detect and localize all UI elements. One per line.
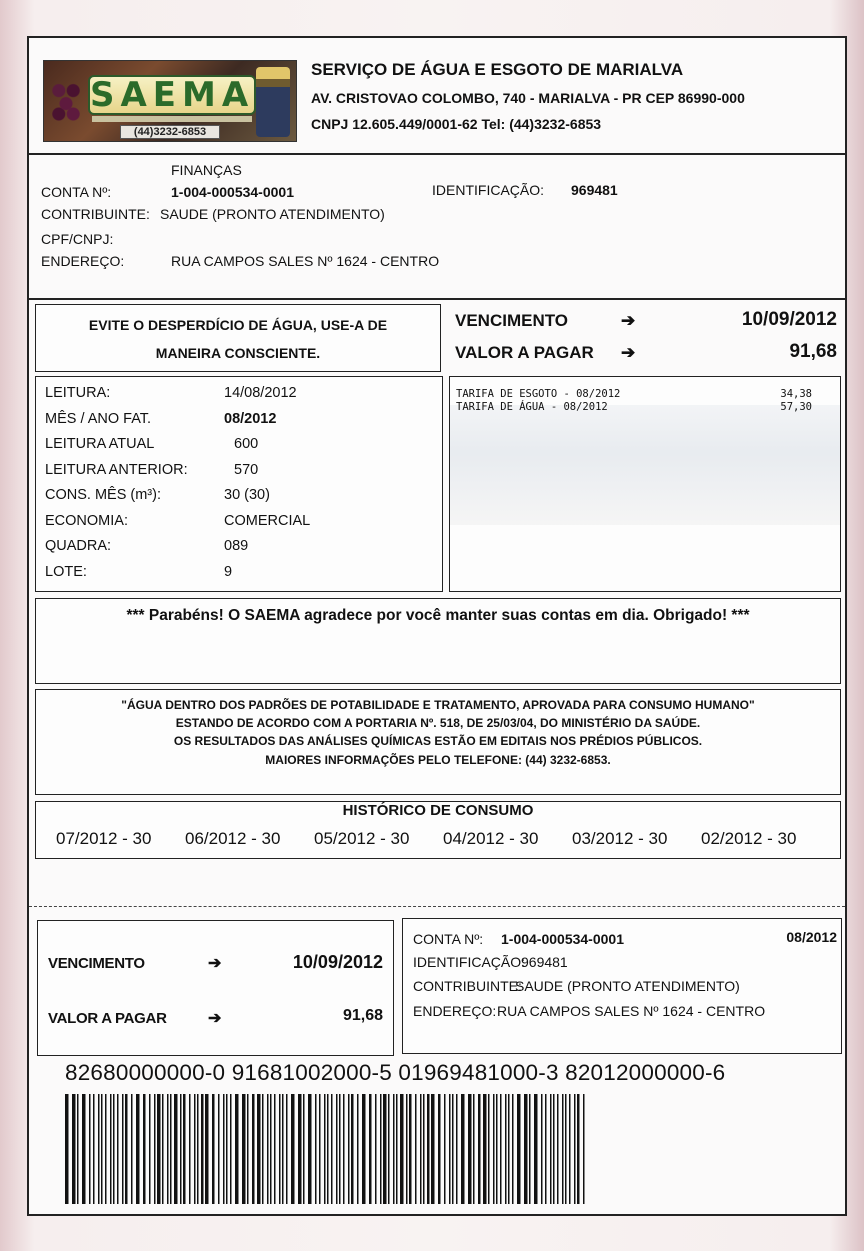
background-photo (450, 405, 840, 525)
stub-endereco-value: RUA CAMPOS SALES Nº 1624 - CENTRO (497, 1003, 766, 1019)
ident-value: 969481 (571, 182, 618, 198)
stub-account-panel: CONTA Nº: 1-004-000534-0001 08/2012 IDENTIFICAÇÃO: 969481 CONTRIBUINTE: SAUDE (PRONTO ATENDIMENTO) ENDEREÇO: RUA CAMPOS SALES Nº 1624 - CENTRO (402, 918, 842, 1054)
stub-vencimento-value: 10/09/2012 (292, 952, 383, 972)
stub-conta-value: 1-004-000534-0001 (501, 931, 624, 947)
history-item: 07/2012 - 30 (56, 829, 152, 848)
contribuinte-value: SAUDE (PRONTO ATENDIMENTO) (160, 206, 385, 222)
stub-payment-panel (37, 920, 394, 1056)
history-item: 06/2012 - 30 (185, 829, 281, 848)
consumption-history (35, 801, 841, 859)
stub-valor-label: VALOR A PAGAR (48, 1010, 167, 1027)
company-name: SERVIÇO DE ÁGUA E ESGOTO DE MARIALVA (311, 60, 684, 79)
stub-ident-value: 969481 (521, 954, 568, 970)
valor-value: 91,68 (789, 341, 837, 362)
company-address: AV. CRISTOVAO COLOMBO, 740 - MARIALVA - PR CEP 86990-000 (311, 90, 745, 106)
reading-label: ECONOMIA: (45, 512, 128, 529)
company-cnpj: CNPJ 12.605.449/0001-62 Tel: (44)3232-6853 (311, 116, 602, 132)
history-item: 02/2012 - 30 (701, 829, 797, 848)
charge-value: 34,38 (780, 388, 812, 400)
cpf-label: CPF/CNPJ: (41, 231, 114, 247)
reading-value: 9 (224, 563, 233, 580)
stub-valor-value: 91,68 (342, 1007, 383, 1024)
reading-label: CONS. MÊS (m³): (45, 487, 161, 503)
grapes-icon (48, 75, 84, 127)
endereco-value: RUA CAMPOS SALES Nº 1624 - CENTRO (171, 253, 440, 269)
history-item: 03/2012 - 30 (572, 829, 668, 848)
ident-label: IDENTIFICAÇÃO: (432, 182, 545, 198)
reading-label: LOTE: (45, 563, 87, 580)
history-item: 04/2012 - 30 (443, 829, 539, 848)
conservation-notice: EVITE O DESPERDÍCIO DE ÁGUA, USE-A DE MANEIRA CONSCIENTE. (35, 304, 441, 372)
history-title: HISTÓRICO DE CONSUMO (342, 802, 534, 819)
valve-icon (256, 67, 290, 137)
arrow-right-icon: ➔ (621, 311, 636, 330)
barcode-number: 82680000000-0 91681002000-5 01969481000-3 82012000000-6 (65, 1060, 726, 1085)
valor-label: VALOR A PAGAR (455, 343, 594, 362)
reading-value: COMERCIAL (224, 512, 311, 529)
history-item: 05/2012 - 30 (314, 829, 410, 848)
stub-ref: 08/2012 (786, 929, 837, 945)
conta-label: CONTA Nº: (41, 184, 112, 200)
reading-value: 600 (234, 436, 259, 452)
reading-value: 14/08/2012 (224, 385, 297, 401)
saema-logo (43, 60, 297, 142)
meter-reading-panel (35, 376, 443, 592)
reading-value: 089 (224, 538, 249, 554)
arrow-right-icon: ➔ (208, 955, 222, 972)
endereco-label: ENDEREÇO: (41, 253, 125, 269)
charge-label: TARIFA DE ÁGUA - 08/2012 (456, 401, 608, 413)
department: FINANÇAS (171, 162, 242, 178)
reading-label: LEITURA ATUAL (45, 436, 155, 452)
thanks-message: *** Parabéns! O SAEMA agradece por você manter suas contas em dia. Obrigado! *** (126, 607, 750, 624)
reading-label: MÊS / ANO FAT. (45, 410, 152, 427)
water-quality-notice: "ÁGUA DENTRO DOS PADRÕES DE POTABILIDADE E TRATAMENTO, APROVADA PARA CONSUMO HUMANO" ESTANDO DE ACORDO COM A PORTARIA Nº. 518, DE 25/03/04, DO MINISTÉRIO DA SAÚDE. OS RESULTADOS DAS ANÁLISES QUÍMICAS ESTÃO EM EDITAIS NOS PRÉDIOS PÚBLICOS. MAIORES INFORMAÇÕES PELO TELEFONE: (44) 3232-6853. (35, 689, 841, 795)
thanks-panel (35, 598, 841, 684)
charge-value: 57,30 (780, 401, 812, 413)
water-bill (27, 36, 847, 1216)
stub-vencimento-label: VENCIMENTO (48, 955, 145, 972)
logo-wordmark: SAEMA (90, 75, 255, 115)
reading-value: 570 (234, 461, 259, 478)
stub-contribuinte-value: SAUDE (PRONTO ATENDIMENTO) (515, 978, 740, 994)
arrow-right-icon: ➔ (208, 1010, 222, 1027)
conta-value: 1-004-000534-0001 (171, 184, 294, 200)
cut-line (29, 906, 845, 907)
reading-value: 30 (30) (224, 487, 270, 503)
barcode (65, 1094, 589, 1204)
reading-label: LEITURA ANTERIOR: (45, 461, 188, 478)
charge-label: TARIFA DE ESGOTO - 08/2012 (456, 388, 621, 400)
arrow-right-icon: ➔ (621, 343, 636, 362)
reading-value: 08/2012 (224, 410, 277, 427)
vencimento-value: 10/09/2012 (741, 309, 837, 330)
reading-label: QUADRA: (45, 538, 112, 554)
logo-phone: (44)3232-6853 (120, 125, 220, 139)
charges-panel (449, 376, 841, 592)
contribuinte-label: CONTRIBUINTE: (41, 206, 150, 222)
vencimento-label: VENCIMENTO (455, 311, 569, 330)
reading-label: LEITURA: (45, 385, 111, 401)
